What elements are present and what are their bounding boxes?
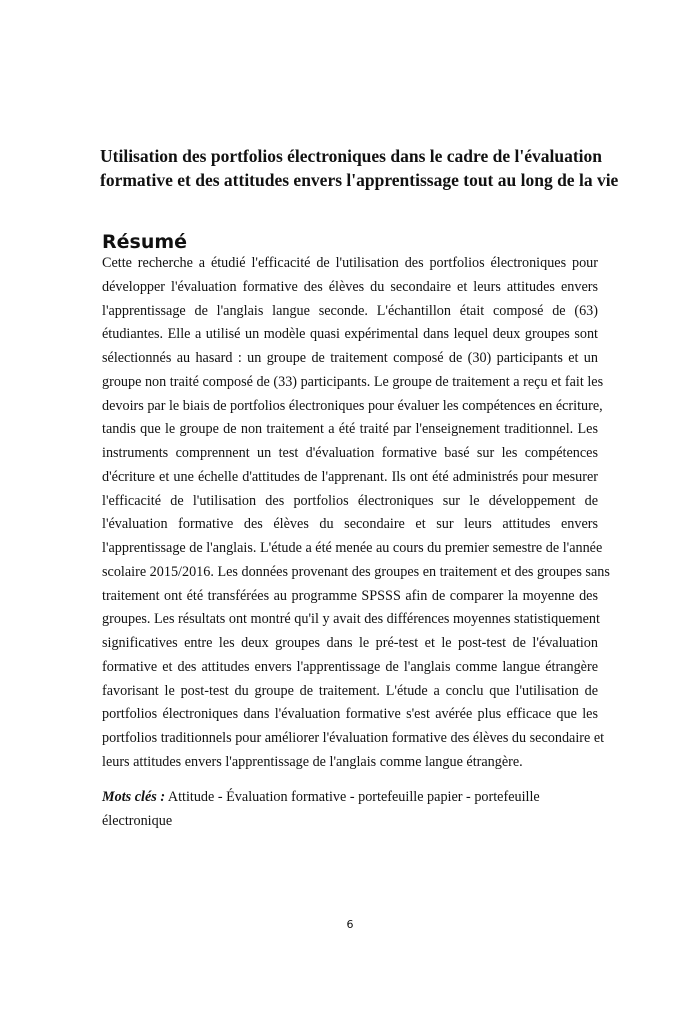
- abstract-line: l'apprentissage de l'anglais langue seconde. L'échantillon était composé de (63): [102, 302, 598, 319]
- abstract-line: Cette recherche a étudié l'efficacité de l'utilisation des portfolios électroniques pour: [102, 255, 598, 271]
- title-line-2: formative et des attitudes envers l'apprentissage tout au long de la vie: [100, 170, 619, 190]
- abstract-line: scolaire 2015/2016. Les données provenant des groupes en traitement et des groupes sans: [102, 563, 610, 580]
- abstract-line: instruments comprennent un test d'évaluation formative basé sur les compétences: [102, 445, 598, 461]
- keywords-block: [102, 785, 598, 833]
- document-title: [100, 144, 619, 192]
- abstract-line: l'apprentissage de l'anglais. L'étude a été menée au cours du premier semestre de l'année: [102, 540, 603, 556]
- abstract-line: significatives entre les deux groupes dans le pré-test et le post-test de l'évaluation: [102, 635, 598, 651]
- page-number: 6: [346, 918, 354, 931]
- abstract-line: portfolios électroniques dans l'évaluation formative s'est avérée plus efficace que les: [102, 706, 598, 723]
- title-line-1: Utilisation des portfolios électroniques dans le cadre de l'évaluation: [100, 146, 602, 166]
- abstract-line: traitement ont été transférées au programme SPSSS afin de comparer la moyenne des: [102, 587, 598, 604]
- abstract-line: étudiantes. Elle a utilisé un modèle quasi expérimental dans lequel deux groupes sont: [102, 326, 598, 343]
- abstract-line: groupe non traité composé de (33) participants. Le groupe de traitement a reçu et fait les: [102, 373, 604, 390]
- abstract-line: portfolios traditionnels pour améliorer l'évaluation formative des élèves du secondaire et: [102, 730, 605, 746]
- section-heading-resume: Résumé: [102, 231, 188, 253]
- abstract-line: d'écriture et une échelle d'attitudes de l'apprenant. Ils ont été administrés pour mesurer: [102, 468, 598, 485]
- abstract-line: leurs attitudes envers l'apprentissage de l'anglais comme langue étrangère.: [102, 753, 523, 770]
- abstract-paragraph: [102, 252, 610, 775]
- keywords-label: Mots clés :: [102, 789, 166, 805]
- keywords-line-2: électronique: [102, 813, 173, 829]
- keywords-line-1: [102, 785, 598, 809]
- abstract-line: l'évaluation formative des élèves du secondaire et sur leurs attitudes envers: [102, 516, 598, 533]
- abstract-line: tandis que le groupe de non traitement a été traité par l'enseignement traditionnel. Les: [102, 421, 598, 438]
- abstract-line: devoirs par le biais de portfolios électroniques pour évaluer les compétences en écriture,: [102, 397, 603, 414]
- abstract-line: formative et des attitudes envers l'apprentissage de l'anglais comme langue étrangère: [102, 658, 598, 675]
- abstract-line: développer l'évaluation formative des élèves du secondaire et leurs attitudes envers: [102, 278, 598, 295]
- keywords-text: Attitude - Évaluation formative - portefeuille papier - portefeuille: [165, 789, 540, 805]
- abstract-line: sélectionnés au hasard : un groupe de traitement composé de (30) participants et un: [102, 350, 598, 366]
- abstract-line: favorisant le post-test du groupe de traitement. L'étude a conclu que l'utilisation de: [102, 682, 598, 699]
- abstract-line: groupes. Les résultats ont montré qu'il y avait des différences moyennes statistiquement: [102, 611, 600, 628]
- abstract-line: l'efficacité de l'utilisation des portfolios électroniques sur le développement de: [102, 492, 598, 509]
